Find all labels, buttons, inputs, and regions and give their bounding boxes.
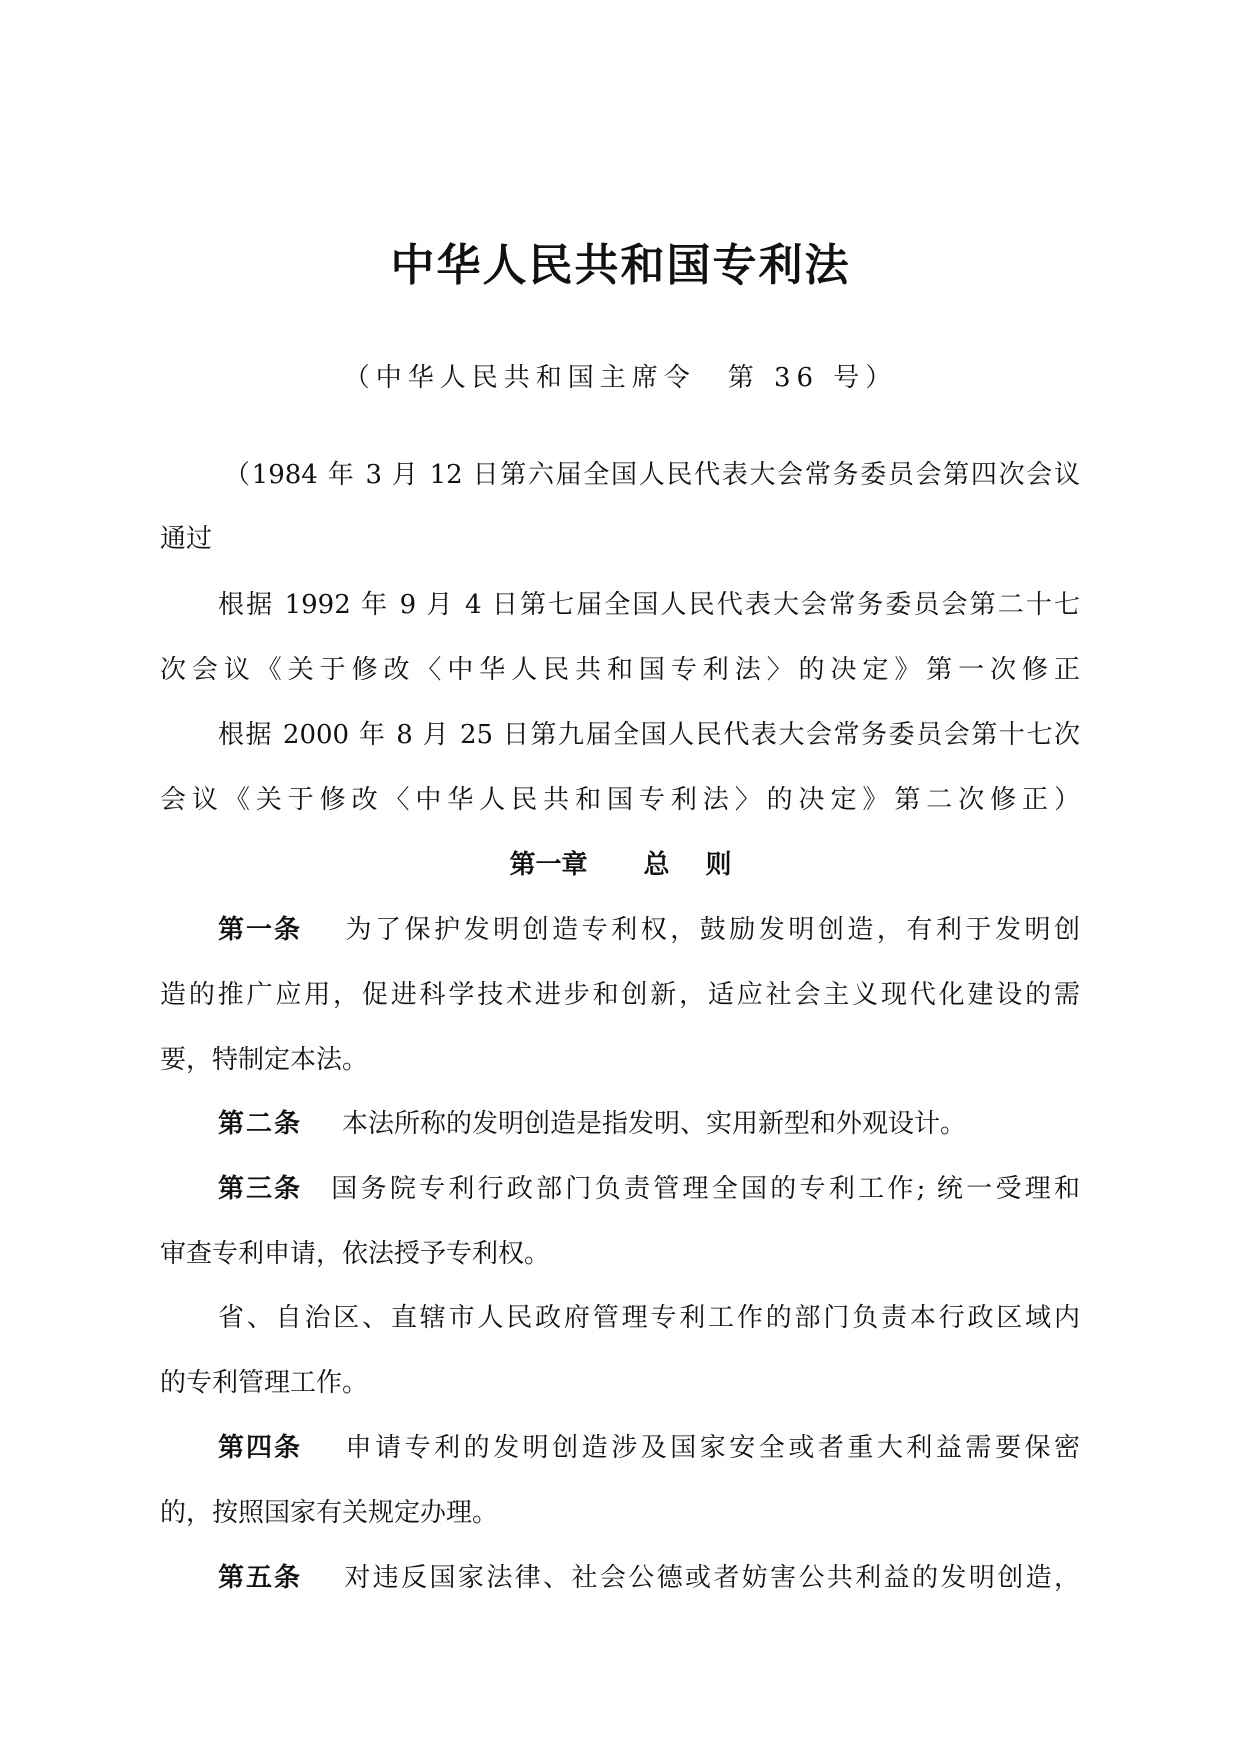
article-3-line-4: 的专利管理工作。 [160,1368,369,1398]
article-3-line-2: 审查专利申请，依法授予专利权。 [160,1239,551,1269]
article-1-label: 第一条 [218,915,303,945]
article-3-line-1 [218,1169,1080,1209]
article-3-line-3: 省、自治区、直辖市人民政府管理专利工作的部门负责本行政区域内 [218,1303,1080,1333]
article-5-label: 第五条 [218,1563,303,1593]
article-1-text-1: 为了保护发明创造专利权，鼓励发明创造，有利于发明创 [342,915,1080,945]
history-line-6: 会议《关于修改〈中华人民共和国专利法〉的决定》第二次修正） [160,785,1080,815]
article-1-line-2: 造的推广应用，促进科学技术进步和创新，适应社会主义现代化建设的需 [160,980,1080,1010]
article-5-text-1: 对违反国家法律、社会公德或者妨害公共利益的发明创造， [342,1563,1080,1593]
history-line-4: 次会议《关于修改〈中华人民共和国专利法〉的决定》第一次修正 [160,655,1080,685]
article-4-line-2: 的，按照国家有关规定办理。 [160,1498,499,1528]
article-4-text-1: 申请专利的发明创造涉及国家安全或者重大利益需要保密 [342,1433,1080,1463]
article-2-text-1: 本法所称的发明创造是指发明、实用新型和外观设计。 [342,1109,967,1139]
article-1-line-3: 要，特制定本法。 [160,1045,369,1075]
document-subtitle: （中华人民共和国主席令 第 36 号） [343,363,898,393]
article-4-line-1 [218,1428,1080,1468]
article-4-label: 第四条 [218,1433,303,1463]
history-line-2: 通过 [160,524,213,554]
article-1-line-1 [218,910,1080,950]
document-title: 中华人民共和国专利法 [390,240,851,291]
article-2-label: 第二条 [218,1109,303,1139]
history-line-1: （1984 年 3 月 12 日第六届全国人民代表大会常务委员会第四次会议 [224,460,1080,490]
article-5-line-1 [218,1558,1080,1598]
chapter-label: 第一章 [509,850,588,880]
chapter-heading [0,845,1241,885]
history-line-5: 根据 2000 年 8 月 25 日第九届全国人民代表大会常务委员会第十七次 [218,720,1080,750]
history-line-3: 根据 1992 年 9 月 4 日第七届全国人民代表大会常务委员会第二十七 [218,590,1080,620]
chapter-name-2: 则 [705,850,732,880]
article-3-text-1: 国务院专利行政部门负责管理全国的专利工作; 统一受理和 [328,1174,1080,1204]
article-2-line-1 [218,1104,1080,1144]
chapter-name-1: 总 [643,850,670,880]
article-3-label: 第三条 [218,1174,303,1204]
